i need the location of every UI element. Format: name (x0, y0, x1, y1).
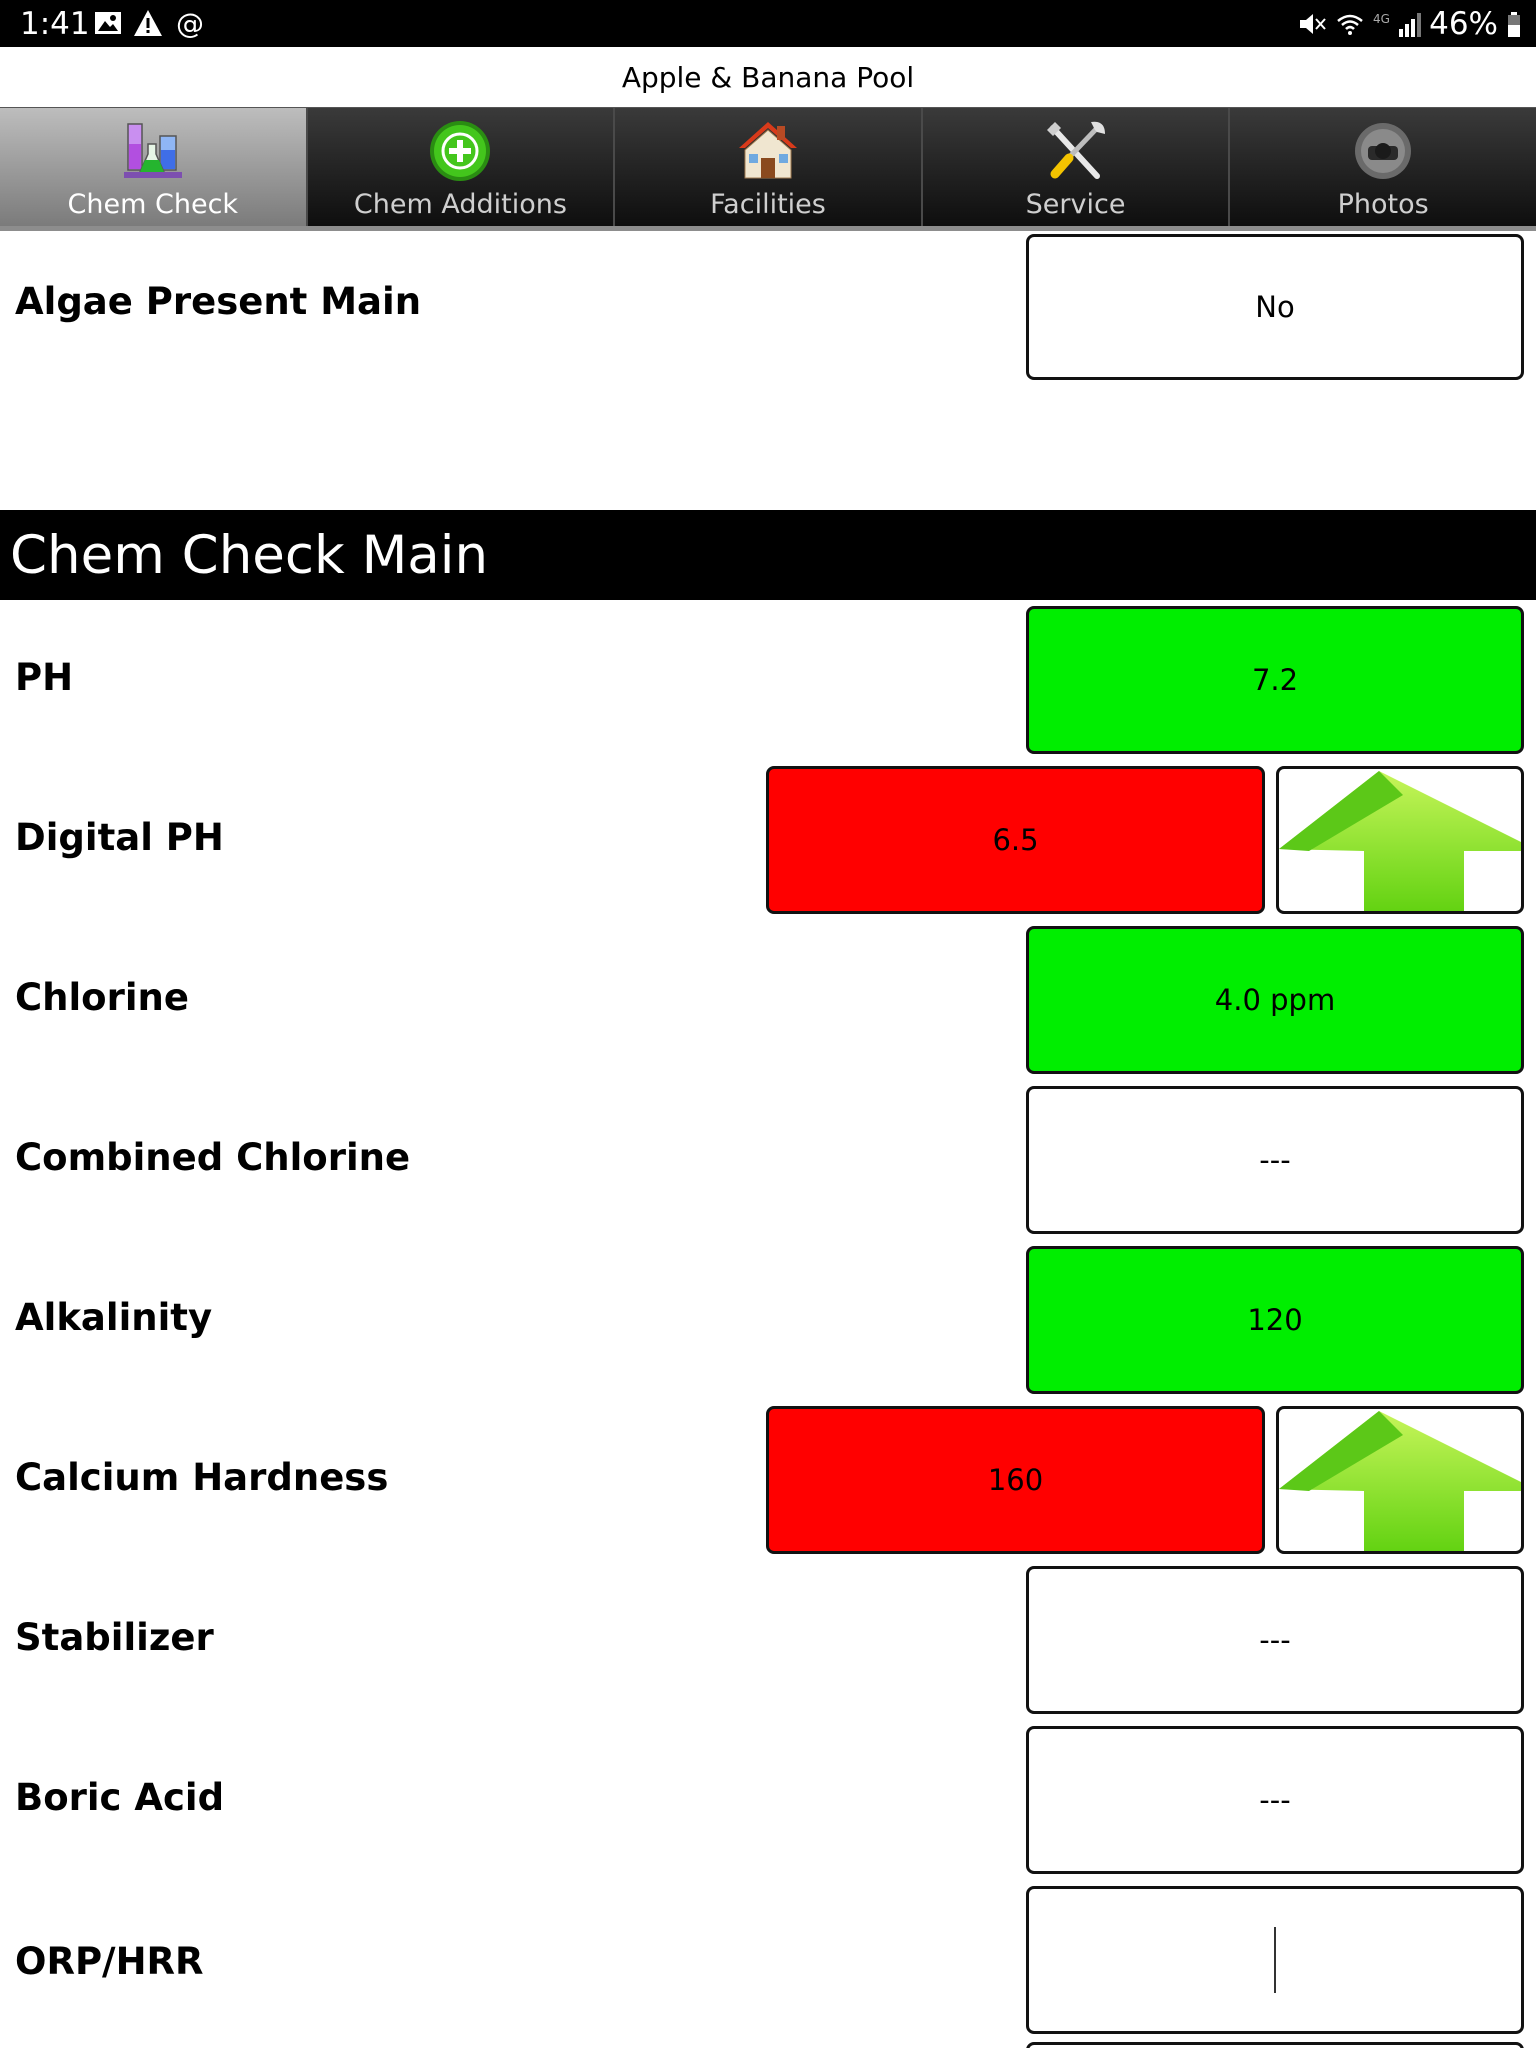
tab-label: Photos (1337, 189, 1429, 220)
field-label: Combined Chlorine (15, 1136, 411, 1179)
tab-label: Service (1025, 189, 1126, 220)
tab-chem-check[interactable] (0, 108, 308, 226)
row-combined-chlorine (0, 1086, 1536, 1234)
field-label: Chlorine (15, 976, 189, 1019)
combined-chlorine-value[interactable]: --- (1026, 1086, 1524, 1234)
calcium-hardness-value[interactable]: 160 (766, 1406, 1265, 1554)
row-algae-present (0, 234, 1536, 380)
section-header: Chem Check Main (0, 510, 1536, 600)
tab-label: Chem Check (67, 189, 239, 220)
up-arrow-icon (1279, 769, 1524, 914)
field-label: PH (15, 656, 74, 699)
mute-icon (1297, 9, 1327, 39)
ph-value[interactable]: 7.2 (1026, 606, 1524, 754)
svg-text:4G: 4G (1373, 12, 1391, 26)
status-right (1297, 6, 1522, 42)
status-time: 1:41 (20, 6, 90, 42)
increase-arrow-button[interactable] (1276, 766, 1524, 914)
tab-photos[interactable] (1230, 108, 1536, 226)
row-alkalinity (0, 1246, 1536, 1394)
text-cursor (1274, 1927, 1276, 1993)
field-label: Algae Present Main (15, 280, 422, 323)
tab-label: Facilities (710, 189, 826, 220)
at-sign-icon (175, 8, 205, 38)
alkalinity-value[interactable]: 120 (1026, 1246, 1524, 1394)
tab-label: Chem Additions (353, 189, 567, 220)
status-bar (0, 0, 1536, 47)
field-label: Calcium Hardness (15, 1456, 389, 1499)
house-icon (735, 118, 801, 184)
row-orp-hrr (0, 1886, 1536, 2034)
field-label: Alkalinity (15, 1296, 213, 1339)
battery-icon (1506, 9, 1522, 39)
algae-present-value[interactable]: No (1026, 234, 1524, 380)
field-label: Digital PH (15, 816, 224, 859)
row-stabilizer (0, 1566, 1536, 1714)
up-arrow-icon (1279, 1409, 1524, 1554)
stabilizer-value[interactable]: --- (1026, 1566, 1524, 1714)
signal-icon (1373, 9, 1421, 39)
field-label: ORP/HRR (15, 1940, 204, 1983)
digital-ph-value[interactable]: 6.5 (766, 766, 1265, 914)
row-ph (0, 606, 1536, 754)
tab-chem-additions[interactable] (308, 108, 616, 226)
battery-level: 46% (1429, 6, 1498, 42)
camera-icon (1350, 118, 1416, 184)
field-label: Stabilizer (15, 1616, 214, 1659)
beaker-icon (120, 118, 186, 184)
increase-arrow-button[interactable] (1276, 1406, 1524, 1554)
field-label: Boric Acid (15, 1776, 225, 1819)
warning-icon (133, 8, 163, 38)
page-title: Apple & Banana Pool (0, 47, 1536, 107)
orp-hrr-input[interactable] (1026, 1886, 1524, 2034)
chlorine-value[interactable]: 4.0 ppm (1026, 926, 1524, 1074)
row-chlorine (0, 926, 1536, 1074)
row-digital-ph (0, 766, 1536, 914)
plus-circle-icon (427, 118, 493, 184)
wifi-icon (1335, 9, 1365, 39)
tab-facilities[interactable] (615, 108, 923, 226)
svg-text:@: @ (176, 8, 204, 38)
tab-bar (0, 107, 1536, 231)
tools-icon (1043, 118, 1109, 184)
image-icon (93, 8, 123, 38)
row-boric-acid (0, 1726, 1536, 1874)
row-calcium-hardness (0, 1406, 1536, 1554)
next-field-value[interactable] (1026, 2042, 1524, 2048)
tab-service[interactable] (923, 108, 1231, 226)
boric-acid-value[interactable]: --- (1026, 1726, 1524, 1874)
